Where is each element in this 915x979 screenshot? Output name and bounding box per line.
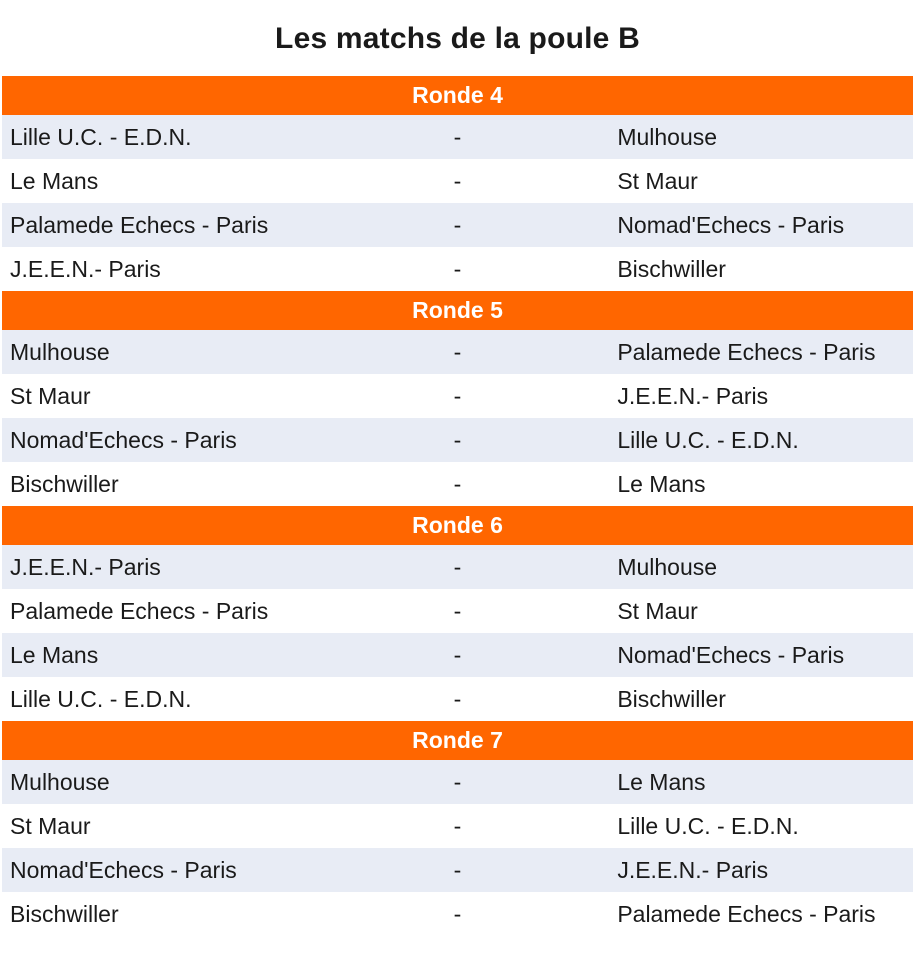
match-away-team: Le Mans (609, 760, 913, 804)
match-separator: - (306, 848, 610, 892)
match-separator: - (306, 677, 610, 721)
match-separator: - (306, 247, 610, 291)
match-home-team: Nomad'Echecs - Paris (2, 418, 306, 462)
match-away-team: Lille U.C. - E.D.N. (609, 418, 913, 462)
round-header-row (2, 506, 913, 545)
match-separator: - (306, 760, 610, 804)
match-home-team: Le Mans (2, 633, 306, 677)
round-header-row (2, 291, 913, 330)
match-home-team: Nomad'Echecs - Paris (2, 848, 306, 892)
table-row (2, 374, 913, 418)
schedule-body (2, 76, 913, 936)
match-home-team: Mulhouse (2, 330, 306, 374)
match-home-team: St Maur (2, 374, 306, 418)
table-row (2, 115, 913, 159)
match-separator: - (306, 804, 610, 848)
table-row (2, 545, 913, 589)
match-separator: - (306, 545, 610, 589)
match-home-team: Palamede Echecs - Paris (2, 203, 306, 247)
match-separator: - (306, 374, 610, 418)
match-home-team: Mulhouse (2, 760, 306, 804)
match-home-team: Lille U.C. - E.D.N. (2, 677, 306, 721)
table-row (2, 892, 913, 936)
table-row (2, 760, 913, 804)
match-away-team: Mulhouse (609, 545, 913, 589)
table-row (2, 633, 913, 677)
match-away-team: Le Mans (609, 462, 913, 506)
round-label: Ronde 7 (2, 721, 913, 760)
match-separator: - (306, 203, 610, 247)
match-schedule-table (2, 76, 913, 936)
table-row (2, 418, 913, 462)
match-away-team: St Maur (609, 589, 913, 633)
match-home-team: J.E.E.N.- Paris (2, 545, 306, 589)
match-home-team: Le Mans (2, 159, 306, 203)
match-home-team: J.E.E.N.- Paris (2, 247, 306, 291)
match-home-team: Palamede Echecs - Paris (2, 589, 306, 633)
table-row (2, 677, 913, 721)
table-row (2, 330, 913, 374)
match-away-team: Lille U.C. - E.D.N. (609, 804, 913, 848)
match-separator: - (306, 330, 610, 374)
round-header-row (2, 76, 913, 115)
page-title: Les matchs de la poule B (275, 22, 640, 55)
match-separator: - (306, 589, 610, 633)
match-home-team: St Maur (2, 804, 306, 848)
table-row (2, 203, 913, 247)
table-row (2, 848, 913, 892)
match-away-team: Nomad'Echecs - Paris (609, 633, 913, 677)
table-row (2, 804, 913, 848)
match-away-team: Bischwiller (609, 677, 913, 721)
table-row (2, 589, 913, 633)
match-away-team: Nomad'Echecs - Paris (609, 203, 913, 247)
match-away-team: Palamede Echecs - Paris (609, 892, 913, 936)
match-away-team: J.E.E.N.- Paris (609, 848, 913, 892)
match-away-team: Palamede Echecs - Paris (609, 330, 913, 374)
match-separator: - (306, 159, 610, 203)
match-separator: - (306, 462, 610, 506)
round-label: Ronde 4 (2, 76, 913, 115)
match-home-team: Bischwiller (2, 892, 306, 936)
match-separator: - (306, 892, 610, 936)
match-home-team: Bischwiller (2, 462, 306, 506)
match-away-team: St Maur (609, 159, 913, 203)
match-away-team: Mulhouse (609, 115, 913, 159)
match-separator: - (306, 633, 610, 677)
match-away-team: Bischwiller (609, 247, 913, 291)
match-separator: - (306, 115, 610, 159)
round-header-row (2, 721, 913, 760)
table-row (2, 247, 913, 291)
match-separator: - (306, 418, 610, 462)
round-label: Ronde 5 (2, 291, 913, 330)
round-label: Ronde 6 (2, 506, 913, 545)
table-row (2, 462, 913, 506)
match-home-team: Lille U.C. - E.D.N. (2, 115, 306, 159)
match-away-team: J.E.E.N.- Paris (609, 374, 913, 418)
table-row (2, 159, 913, 203)
